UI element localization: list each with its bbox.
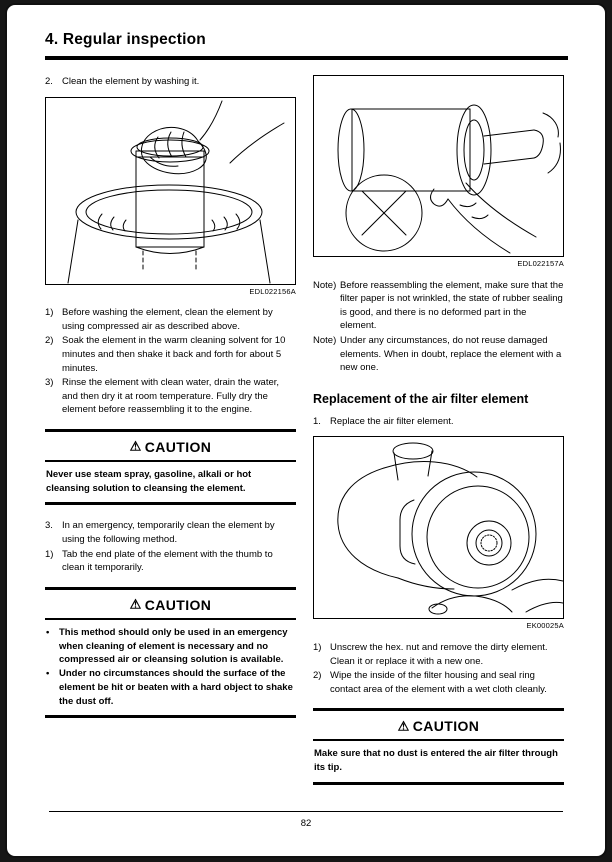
caution-label: CAUTION bbox=[144, 438, 212, 455]
step-text: Before washing the element, clean the element by using compressed air as described above. bbox=[62, 307, 273, 332]
figure-caption: EDL022157A bbox=[517, 259, 564, 268]
step-clean-by-washing bbox=[45, 75, 296, 89]
filter-housing-illustration-icon bbox=[314, 437, 563, 618]
step-text: Rinse the element with clean water, drain the water, and then dry it at room temperature. Fully dry the element before reassembling it to the engine. bbox=[62, 377, 280, 416]
footer-rule bbox=[49, 811, 563, 812]
caution-title bbox=[313, 711, 564, 741]
caution-box-cleansing bbox=[45, 429, 296, 506]
note-damaged-elements bbox=[313, 334, 564, 375]
page-title: 4. Regular inspection bbox=[45, 31, 206, 48]
step-number: 3. bbox=[45, 520, 53, 532]
step-text: Tab the end plate of the element with the thumb to clean it temporarily. bbox=[62, 548, 273, 574]
warning-triangle-icon: ⚠ bbox=[397, 718, 410, 734]
step-replace-element bbox=[313, 415, 564, 429]
section-heading-replacement: Replacement of the air filter element bbox=[313, 391, 529, 406]
step-number: 1) bbox=[45, 548, 54, 560]
step-text: Unscrew the hex. nut and remove the dirty element. Clean it or replace it with a new one. bbox=[330, 641, 548, 667]
step-number: 1) bbox=[45, 307, 54, 319]
figure-caption: EDL022156A bbox=[249, 286, 296, 296]
caution-title bbox=[45, 590, 296, 620]
caution-text: Make sure that no dust is entered the air filter through its tip. bbox=[314, 748, 558, 774]
bullet-icon: • bbox=[46, 668, 50, 680]
step-text: Wipe the inside of the filter housing and seal ring contact area of the element with a wet cloth cleanly. bbox=[330, 670, 547, 695]
two-column-layout bbox=[45, 75, 568, 785]
title-rule bbox=[45, 56, 568, 60]
note-text: Under any circumstances, do not reuse damaged elements. When in doubt, replace the element with a new one. bbox=[340, 335, 562, 374]
warning-triangle-icon: ⚠ bbox=[129, 596, 142, 612]
page-number: 82 bbox=[300, 818, 312, 829]
caution-bullet-1: • This method should only be used in an emergency when cleaning of element is necessary and no compressed air or cleansing solution is available. bbox=[46, 626, 288, 666]
note-label: Note) bbox=[313, 279, 337, 291]
replacement-step-2 bbox=[313, 669, 564, 696]
washing-illustration-icon bbox=[46, 98, 295, 284]
step-number: 1. bbox=[313, 415, 321, 427]
tapping-prohibited-illustration-icon bbox=[314, 76, 563, 256]
caution-bullet-2: • Under no circumstances should the surface of the element be hit or beaten with a hard object to shake the dust off. bbox=[46, 668, 293, 707]
caution-label: CAUTION bbox=[144, 596, 212, 613]
step-number: 3) bbox=[45, 377, 54, 389]
spacer bbox=[45, 505, 296, 519]
step-text: In an emergency, temporarily clean the element by using the following method. bbox=[62, 520, 275, 546]
warning-triangle-icon: ⚠ bbox=[129, 438, 142, 454]
caution-text bbox=[45, 620, 296, 716]
step-number: 2) bbox=[45, 335, 54, 347]
note-label: Note) bbox=[313, 335, 337, 347]
figure-washing-element bbox=[45, 97, 296, 285]
step-tab-end-plate bbox=[45, 548, 296, 575]
step-text: Clean the element by washing it. bbox=[62, 76, 200, 87]
step-emergency-clean bbox=[45, 519, 296, 546]
caution-label: CAUTION bbox=[412, 718, 480, 735]
right-column bbox=[313, 75, 564, 785]
washing-step-3 bbox=[45, 376, 296, 417]
washing-step-2 bbox=[45, 334, 296, 375]
figure-caption: EK00025A bbox=[526, 621, 564, 631]
note-reassembling bbox=[313, 279, 564, 333]
bullet-icon: • bbox=[46, 626, 50, 638]
step-number: 2) bbox=[313, 670, 322, 682]
caution-box-no-dust bbox=[313, 708, 564, 785]
step-number: 1) bbox=[313, 641, 322, 653]
replacement-step-1 bbox=[313, 641, 564, 668]
step-text: Soak the element in the warm cleaning solvent for 10 minutes and then shake it back and forth for about 5 minutes. bbox=[62, 335, 286, 374]
step-text: Replace the air filter element. bbox=[330, 415, 454, 427]
caution-text: Never use steam spray, gasoline, alkali or hot cleansing solution to cleansing the element. bbox=[46, 468, 252, 494]
figure-filter-housing bbox=[313, 436, 564, 619]
washing-step-1 bbox=[45, 306, 296, 333]
step-number: 2. bbox=[45, 76, 53, 87]
note-text: Before reassembling the element, make sure that the filter paper is not wrinkled, the state of rubber sealing is good, and there is no deformed part in the element. bbox=[340, 279, 564, 332]
caution-box-emergency bbox=[45, 587, 296, 719]
figure-do-not-tap-element bbox=[313, 75, 564, 257]
manual-page bbox=[5, 3, 607, 858]
left-column bbox=[45, 75, 296, 785]
caution-title bbox=[45, 432, 296, 462]
